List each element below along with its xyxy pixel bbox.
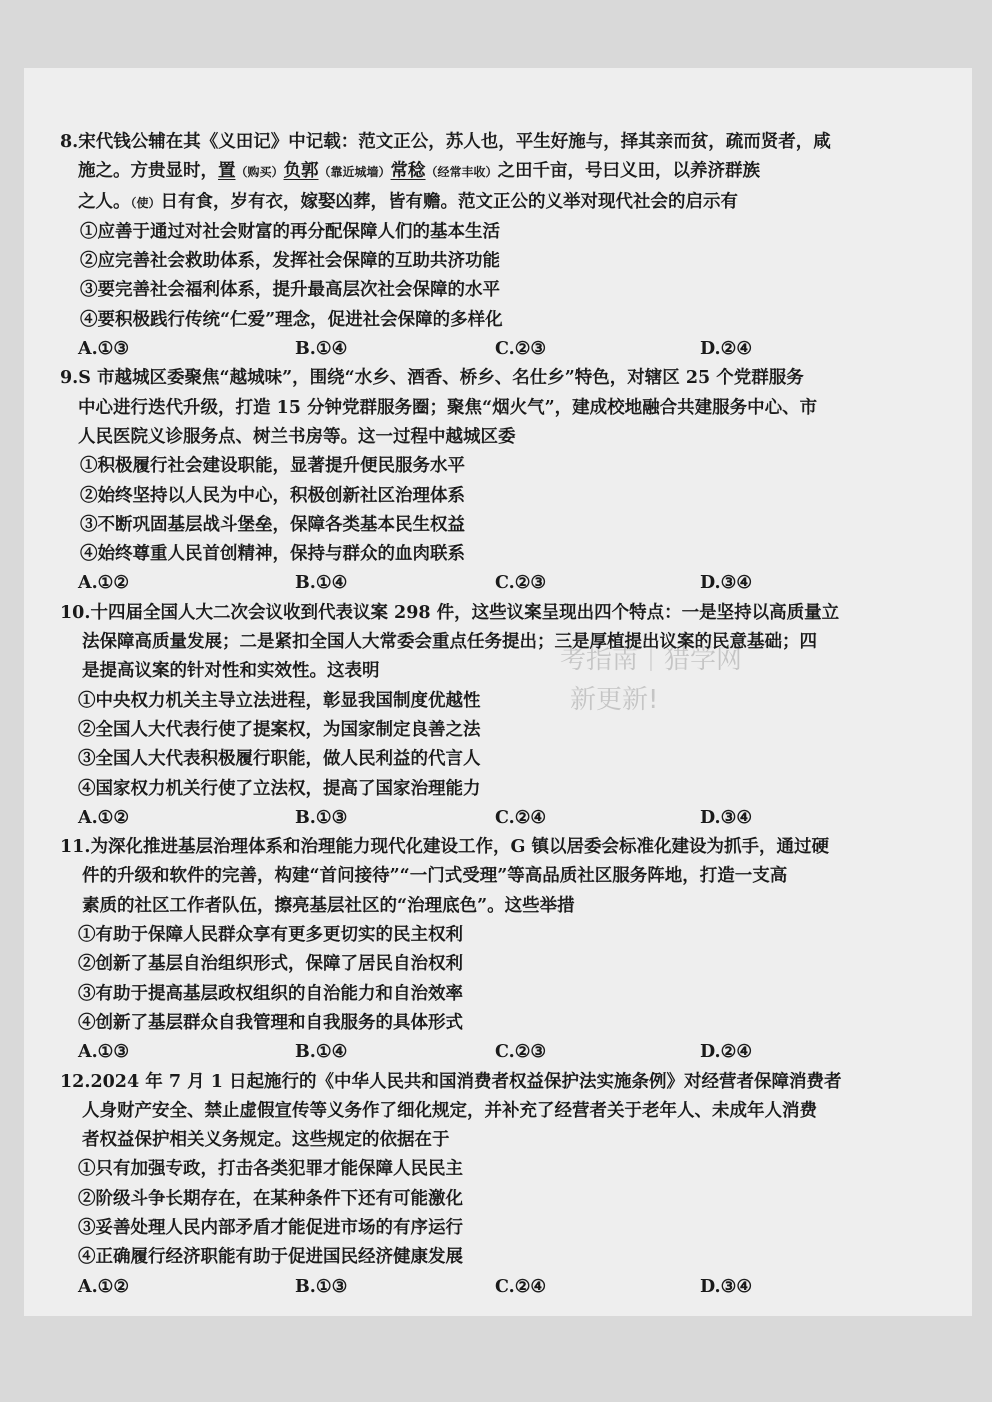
q9-stem-line-1: 9.S 市越城区委聚焦“越城味”，围绕“水乡、酒香、桥乡、名仕乡”特色，对辖区 25 个党群服务 xyxy=(60,368,804,389)
watermark-line-1: 考指南｜猎学网 xyxy=(560,645,743,675)
q9-stem-line-3: 人民医院义诊服务点、树兰书房等。这一过程中越城区委 xyxy=(78,426,516,447)
q11-stem-line-3: 素质的社区工作者队伍，擦亮基层社区的“治理底色”。这些举措 xyxy=(82,895,575,916)
q8-choice-c: C.②③ xyxy=(495,339,547,360)
q8-choice-a: A.①③ xyxy=(78,339,130,360)
question-10-stem xyxy=(60,599,950,687)
q12-choice-a: A.①② xyxy=(78,1276,130,1297)
q11-stem-line-2: 件的升级和软件的完善，构建“首问接待”“一门式受理”等高品质社区服务阵地，打造一支高 xyxy=(82,866,788,887)
q10-answer-choices xyxy=(60,804,950,833)
q10-stem-line-1: 10.十四届全国人大二次会议收到代表议案 298 件，这些议案呈现出四个特点：一是坚持以高质量立 xyxy=(60,602,840,623)
q8-gloss-shi: （使） xyxy=(130,195,161,210)
q8-word-changren: 常稔 xyxy=(390,161,426,182)
q8-word-zhi: 置 xyxy=(218,161,236,182)
q12-option-3: ③妥善处理人民内部矛盾才能促进市场的有序运行 xyxy=(78,1217,463,1238)
q10-option-2: ②全国人大代表行使了提案权，为国家制定良善之法 xyxy=(78,719,481,740)
q12-choice-b: B.①③ xyxy=(295,1276,348,1297)
q8-word-fuguo: 负郭 xyxy=(283,161,319,182)
q9-choice-a: A.①② xyxy=(78,573,130,594)
q8-choice-b: B.①④ xyxy=(295,339,348,360)
q8-gloss-changren: （经常丰收） xyxy=(425,165,498,180)
q10-choice-d: D.③④ xyxy=(700,807,753,828)
q12-answer-choices xyxy=(60,1273,950,1302)
q10-choice-b: B.①③ xyxy=(295,807,348,828)
q8-gloss-fuguo: （靠近城墙） xyxy=(318,165,391,180)
q8-stem-line-2-start: 施之。方贵显时， xyxy=(78,161,218,182)
q12-choice-d: D.③④ xyxy=(700,1276,753,1297)
q9-choice-b: B.①④ xyxy=(295,573,348,594)
q12-option-1: ①只有加强专政，打击各类犯罪才能保障人民民主 xyxy=(78,1159,463,1180)
q9-option-1: ①积极履行社会建设职能，显著提升便民服务水平 xyxy=(80,456,465,477)
q8-option-1: ①应善于通过对社会财富的再分配保障人们的基本生活 xyxy=(80,221,500,242)
question-list xyxy=(60,128,950,1302)
q11-answer-choices xyxy=(60,1038,950,1067)
q11-choice-c: C.②③ xyxy=(495,1042,547,1063)
q11-choice-a: A.①③ xyxy=(78,1042,130,1063)
q9-option-4: ④始终尊重人民首创精神，保持与群众的血肉联系 xyxy=(80,544,465,565)
q10-option-3: ③全国人大代表积极履行职能，做人民利益的代言人 xyxy=(78,749,481,770)
q9-option-2: ②始终坚持以人民为中心，积极创新社区治理体系 xyxy=(80,485,465,506)
q11-choice-b: B.①④ xyxy=(295,1042,348,1063)
q8-stem-line-1: 8.宋代钱公辅在其《义田记》中记载：范文正公，苏人也，平生好施与，择其亲而贫，疏而贤者，咸 xyxy=(60,132,831,152)
q10-choice-c: C.②④ xyxy=(495,807,547,828)
q12-choice-c: C.②④ xyxy=(495,1276,547,1297)
q11-option-2: ②创新了基层自治组织形式，保障了居民自治权利 xyxy=(78,954,463,975)
q10-stem-line-2: 法保障高质量发展；二是紧扣全国人大常委会重点任务提出；三是厚植提出议案的民意基础；四 xyxy=(82,632,817,653)
q9-choice-c: C.②③ xyxy=(495,573,547,594)
question-12-stem xyxy=(60,1068,950,1156)
question-9 xyxy=(60,364,950,598)
q10-option-1: ①中央权力机关主导立法进程，彰显我国制度优越性 xyxy=(78,690,481,711)
q12-option-4: ④正确履行经济职能有助于促进国民经济健康发展 xyxy=(78,1247,463,1268)
question-8-stem xyxy=(60,128,950,218)
q11-option-4: ④创新了基层群众自我管理和自我服务的具体形式 xyxy=(78,1012,463,1033)
question-11-stem xyxy=(60,833,950,921)
q12-stem-line-2: 人身财产安全、禁止虚假宣传等义务作了细化规定，并补充了经营者关于老年人、未成年人消费 xyxy=(82,1100,817,1121)
q9-answer-choices xyxy=(60,569,950,598)
q8-option-4: ④要积极践行传统“仁爱”理念，促进社会保障的多样化 xyxy=(80,309,503,330)
q8-stem-line-3-end: 日有食，岁有衣，嫁娶凶葬，皆有赡。范文正公的义举对现代社会的启示有 xyxy=(160,191,739,212)
question-8 xyxy=(60,128,950,364)
q11-option-3: ③有助于提高基层政权组织的自治能力和自治效率 xyxy=(78,983,463,1004)
watermark-line-2: 新更新! xyxy=(570,685,659,715)
question-9-stem xyxy=(60,364,950,452)
q12-stem-line-3: 者权益保护相关义务规定。这些规定的依据在于 xyxy=(82,1130,450,1151)
q12-option-2: ②阶级斗争长期存在，在某种条件下还有可能激化 xyxy=(78,1188,463,1209)
q9-option-3: ③不断巩固基层战斗堡垒，保障各类基本民生权益 xyxy=(80,514,465,535)
q8-gloss-zhi: （购买） xyxy=(235,165,284,180)
q11-option-1: ①有助于保障人民群众享有更多更切实的民主权利 xyxy=(78,925,463,946)
q11-stem-line-1: 11.为深化推进基层治理体系和治理能力现代化建设工作，G 镇以居委会标准化建设为抓手，通过硬 xyxy=(60,837,829,858)
q12-stem-line-1: 12.2024 年 7 月 1 日起施行的《中华人民共和国消费者权益保护法实施条例》对经营者保障消费者 xyxy=(60,1071,842,1092)
q8-answer-choices xyxy=(60,335,950,364)
q8-choice-d: D.②④ xyxy=(700,339,753,360)
q8-option-2: ②应完善社会救助体系，发挥社会保障的互助共济功能 xyxy=(80,251,500,272)
q9-stem-line-2: 中心进行迭代升级，打造 15 分钟党群服务圈；聚焦“烟火气”，建成校地融合共建服务中心、市 xyxy=(78,397,818,418)
q8-option-3: ③要完善社会福利体系，提升最高层次社会保障的水平 xyxy=(80,280,500,301)
q10-choice-a: A.①② xyxy=(78,807,130,828)
question-10 xyxy=(60,599,950,833)
q9-choice-d: D.③④ xyxy=(700,573,753,594)
q8-stem-line-3-start: 之人。 xyxy=(78,191,131,212)
q10-stem-line-3: 是提高议案的针对性和实效性。这表明 xyxy=(82,661,380,682)
q10-option-4: ④国家权力机关行使了立法权，提高了国家治理能力 xyxy=(78,778,481,799)
question-12 xyxy=(60,1068,950,1302)
q8-stem-line-2-end: 之田千亩，号曰义田，以养济群族 xyxy=(497,161,761,182)
q11-choice-d: D.②④ xyxy=(700,1042,753,1063)
question-11 xyxy=(60,833,950,1067)
